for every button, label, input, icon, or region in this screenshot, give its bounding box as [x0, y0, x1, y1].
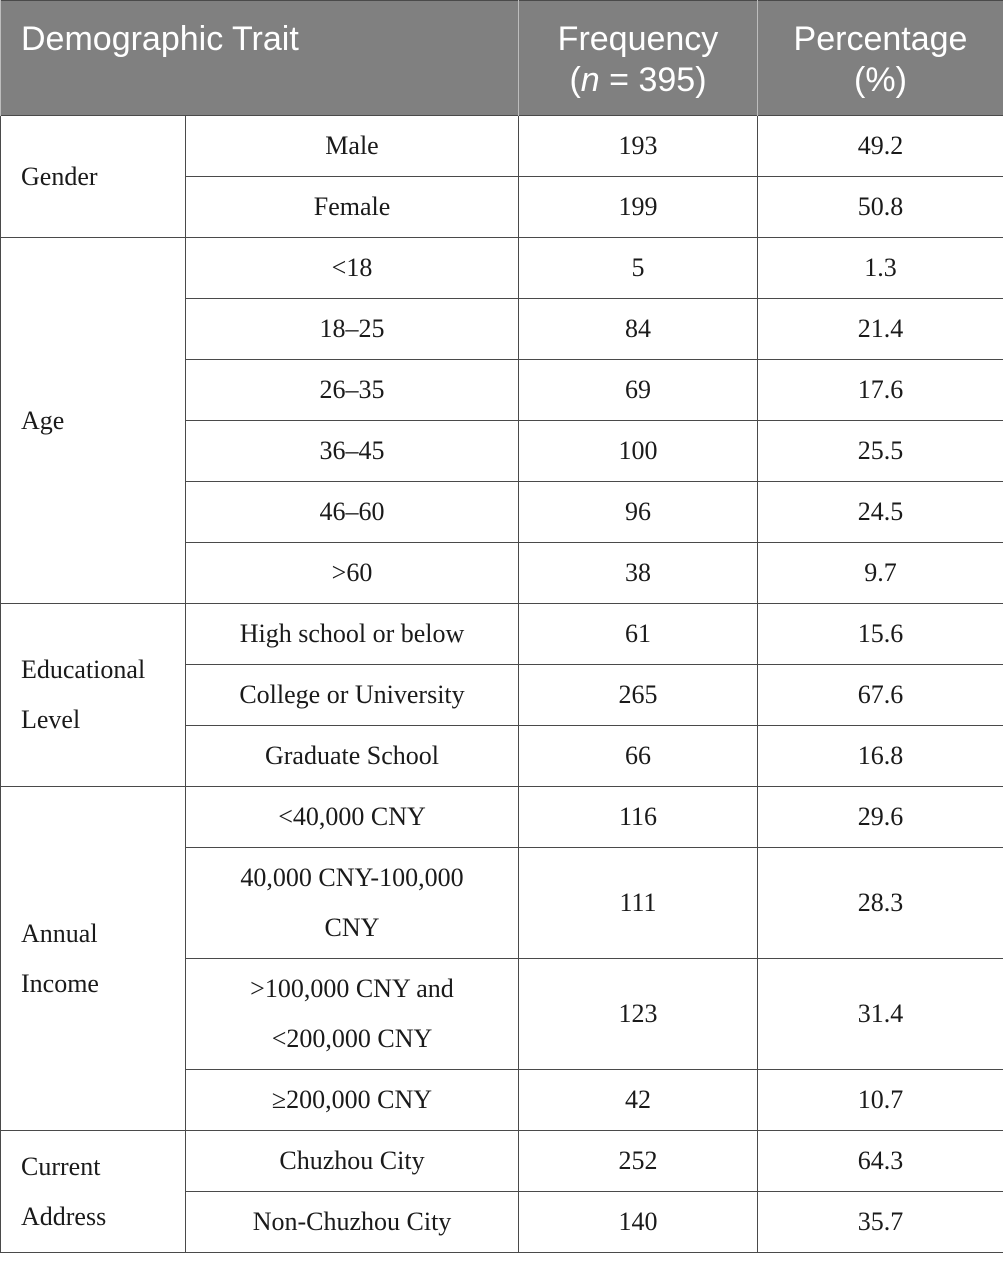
frequency-cell: 96: [519, 482, 758, 543]
frequency-cell: 100: [519, 421, 758, 482]
frequency-cell: 193: [519, 116, 758, 177]
percentage-cell: 25.5: [758, 421, 1003, 482]
header-demographic-trait: Demographic Trait: [1, 1, 519, 116]
group-educational-level-line1: Educational: [21, 655, 146, 684]
header-frequency-count: = 395): [599, 61, 707, 99]
percentage-cell: 31.4: [758, 959, 1003, 1070]
frequency-cell: 38: [519, 543, 758, 604]
category-cell: >100,000 CNY and <200,000 CNY: [186, 959, 519, 1070]
percentage-cell: 29.6: [758, 787, 1003, 848]
group-gender: Gender: [1, 116, 186, 238]
category-cell: <18: [186, 238, 519, 299]
frequency-cell: 84: [519, 299, 758, 360]
category-cell: College or University: [186, 665, 519, 726]
header-percentage-unit: (%): [854, 61, 907, 99]
group-annual-income-line1: Annual: [21, 918, 98, 948]
table-row: [1, 1131, 1003, 1192]
category-cell: ≥200,000 CNY: [186, 1070, 519, 1131]
category-cell: Graduate School: [186, 726, 519, 787]
frequency-cell: 69: [519, 360, 758, 421]
group-current-address-line2: Address: [21, 1201, 107, 1231]
category-cell: Male: [186, 116, 519, 177]
group-current-address-line1: Current: [21, 1151, 101, 1181]
percentage-cell: 10.7: [758, 1070, 1003, 1131]
table-row: [1, 787, 1003, 848]
header-percentage-label: Percentage: [793, 20, 968, 58]
percentage-cell: 67.6: [758, 665, 1003, 726]
header-percentage: [758, 1, 1003, 116]
category-cell: High school or below: [186, 604, 519, 665]
group-annual-income: [1, 787, 186, 1131]
table-row: [1, 604, 1003, 665]
frequency-cell: 265: [519, 665, 758, 726]
group-educational-level-line2: Level: [21, 705, 81, 734]
frequency-cell: 199: [519, 177, 758, 238]
frequency-cell: 111: [519, 848, 758, 959]
header-row: [1, 1, 1003, 116]
header-frequency-open: (: [569, 61, 581, 99]
group-annual-income-line2: Income: [21, 968, 99, 998]
percentage-cell: 9.7: [758, 543, 1003, 604]
header-frequency-label: Frequency: [557, 20, 719, 58]
frequency-cell: 5: [519, 238, 758, 299]
category-cell: Non-Chuzhou City: [186, 1192, 519, 1253]
frequency-cell: 61: [519, 604, 758, 665]
frequency-cell: 123: [519, 959, 758, 1070]
header-frequency-n: n: [580, 61, 600, 99]
percentage-cell: 16.8: [758, 726, 1003, 787]
category-cell: 40,000 CNY-100,000 CNY: [186, 848, 519, 959]
frequency-cell: 116: [519, 787, 758, 848]
category-cell: 26–35: [186, 360, 519, 421]
percentage-cell: 35.7: [758, 1192, 1003, 1253]
frequency-cell: 42: [519, 1070, 758, 1131]
group-educational-level: [1, 604, 186, 787]
frequency-cell: 140: [519, 1192, 758, 1253]
category-cell: >60: [186, 543, 519, 604]
header-frequency: [519, 1, 758, 116]
percentage-cell: 28.3: [758, 848, 1003, 959]
percentage-cell: 64.3: [758, 1131, 1003, 1192]
percentage-cell: 24.5: [758, 482, 1003, 543]
frequency-cell: 66: [519, 726, 758, 787]
percentage-cell: 17.6: [758, 360, 1003, 421]
table-row: [1, 238, 1003, 299]
category-cell: Chuzhou City: [186, 1131, 519, 1192]
category-cell: 18–25: [186, 299, 519, 360]
table-row: [1, 116, 1003, 177]
group-age: Age: [1, 238, 186, 604]
category-cell: Female: [186, 177, 519, 238]
percentage-cell: 49.2: [758, 116, 1003, 177]
percentage-cell: 21.4: [758, 299, 1003, 360]
percentage-cell: 50.8: [758, 177, 1003, 238]
frequency-cell: 252: [519, 1131, 758, 1192]
category-cell: 36–45: [186, 421, 519, 482]
category-cell: 46–60: [186, 482, 519, 543]
percentage-cell: 1.3: [758, 238, 1003, 299]
percentage-cell: 15.6: [758, 604, 1003, 665]
group-current-address: [1, 1131, 186, 1253]
category-cell: <40,000 CNY: [186, 787, 519, 848]
